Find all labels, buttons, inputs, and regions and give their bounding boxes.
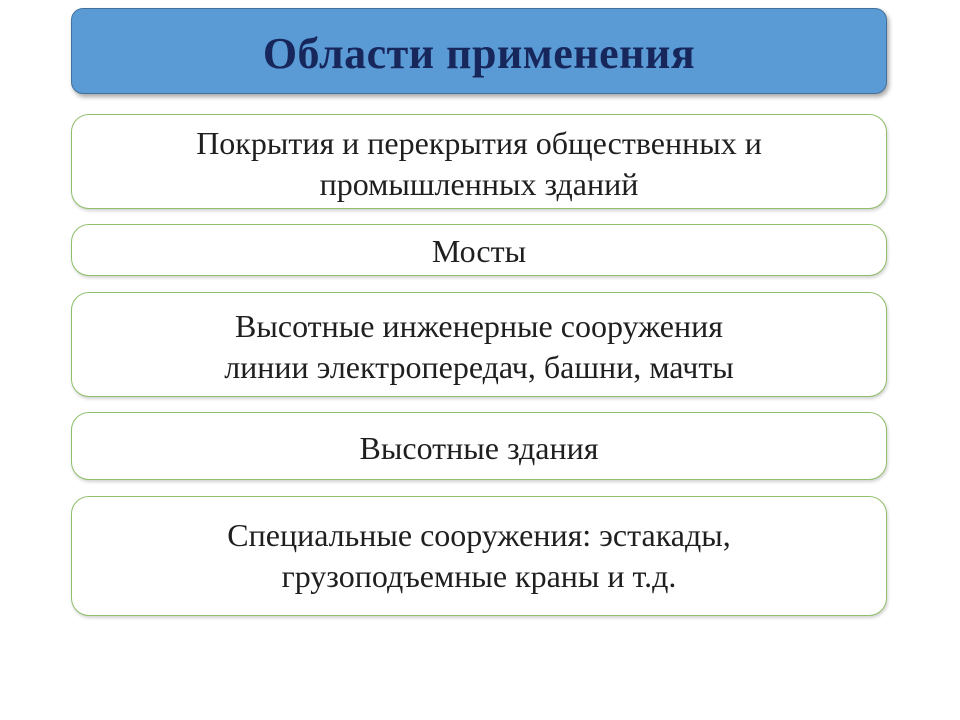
list-item-line: Специальные сооружения: эстакады, — [227, 517, 731, 553]
list-item-line: Покрытия и перекрытия общественных и — [196, 125, 762, 161]
title-banner — [71, 8, 887, 94]
list-item-high-rise-buildings — [71, 412, 887, 480]
page-title: Области применения — [262, 28, 696, 78]
list-item-line: Мосты — [431, 233, 527, 269]
list-item-line: линии электропередач, башни, мачты — [224, 349, 734, 385]
list-item-line: Высотные здания — [359, 430, 599, 466]
list-item-line: грузоподъемные краны и т.д. — [281, 558, 677, 594]
list-item-roofs — [71, 114, 887, 209]
list-item-line: Высотные инженерные сооружения — [235, 308, 723, 344]
list-item-high-rise-engineering — [71, 292, 887, 397]
list-item-special-structures — [71, 496, 887, 616]
list-item-line: промышленных зданий — [319, 166, 639, 202]
list-item-bridges — [71, 224, 887, 276]
